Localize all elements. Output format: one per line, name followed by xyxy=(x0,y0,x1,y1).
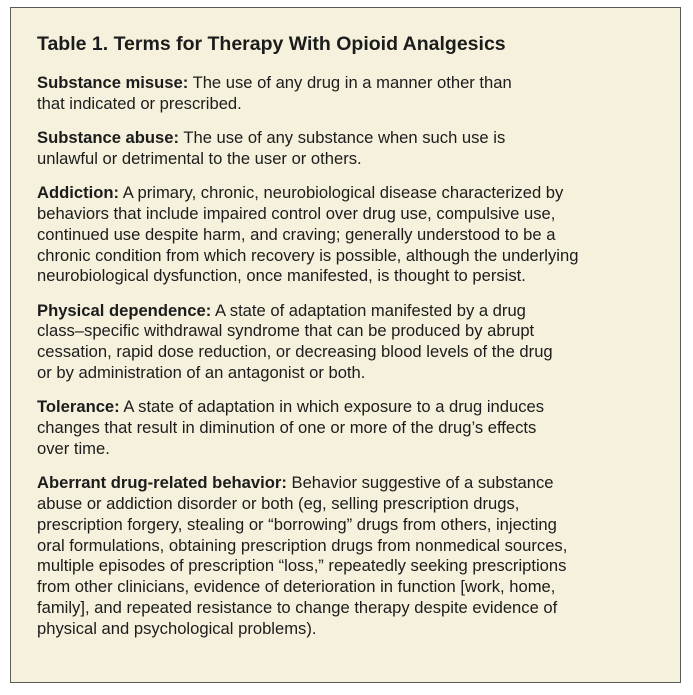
entry-substance-abuse xyxy=(37,128,662,170)
entry-definition: A state of adaptation in which exposure to a drug induces changes that result in diminution of one or more of the drug’s effects over time. xyxy=(37,397,545,458)
terms-table-box xyxy=(10,7,681,683)
entry-physical-dependence xyxy=(37,301,662,384)
entry-definition: The use of any substance when such use is unlawful or detrimental to the user or others. xyxy=(37,128,506,168)
entry-definition: The use of any drug in a manner other than that indicated or prescribed. xyxy=(37,73,512,113)
entry-aberrant-drug-related-behavior xyxy=(37,473,662,639)
entry-definition: Behavior suggestive of a substance abuse or addiction disorder or both (eg, selling prescription drugs, prescription forgery, stealing or “borrowing” drugs from others, injecting oral formulations, obtaining prescription drugs from nonmedical sources, multiple episodes of prescription “loss,” repeatedly seeking prescriptions from other clinicians, evidence of deterioration in function [work, home, family], and repeated resistance to change therapy despite evidence of physical and psychological problems). xyxy=(37,473,568,638)
entry-term: Substance misuse: xyxy=(37,73,189,92)
entry-definition: A primary, chronic, neurobiological disease characterized by behaviors that include impaired control over drug use, compulsive use, continued use despite harm, and craving; generally understood to be a chronic condition from which recovery is possible, although the underlying neurobiological dysfunction, once manifested, is thought to persist. xyxy=(37,183,579,286)
entry-term: Physical dependence: xyxy=(37,300,212,320)
entry-addiction xyxy=(37,183,662,287)
entry-term: Substance abuse: xyxy=(37,128,180,148)
entry-definition: A state of adaptation manifested by a drug class–specific withdrawal syndrome that can be produced by abrupt cessation, rapid dose reduction, or decreasing blood levels of the drug or by administration of an antagonist or both. xyxy=(37,300,553,383)
entry-term: Tolerance: xyxy=(37,397,120,417)
entry-term: Addiction: xyxy=(37,183,120,203)
entry-substance-misuse xyxy=(37,73,662,115)
entry-term: Aberrant drug-related behavior: xyxy=(37,473,287,493)
table-title: Table 1. Terms for Therapy With Opioid Analgesics xyxy=(37,33,506,55)
entry-tolerance xyxy=(37,397,662,459)
